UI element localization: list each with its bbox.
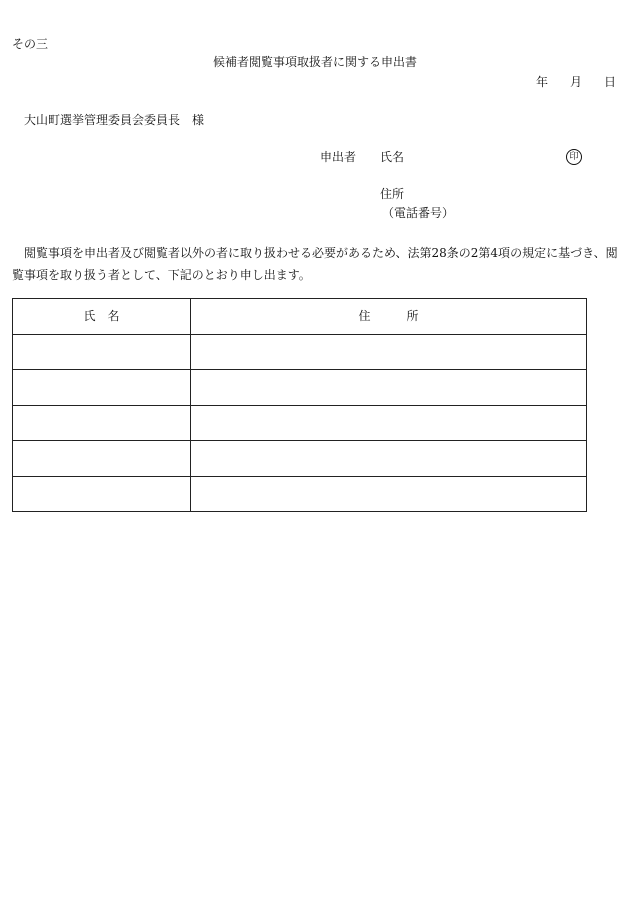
name-cell[interactable] [13,476,191,512]
applicant-phone-label: （電話番号） [382,206,455,220]
address-cell[interactable] [191,405,587,441]
address-cell[interactable] [191,441,587,477]
table-header-row [13,299,587,335]
seal-mark: 印 [566,149,582,165]
date-day: 日 [603,75,616,89]
table-header-name: 氏 名 [13,299,191,335]
addressee: 大山町選挙管理委員会委員長 様 [24,113,205,127]
name-cell[interactable] [13,405,191,441]
address-cell[interactable] [191,476,587,512]
date-line [536,76,616,88]
name-cell[interactable] [13,441,191,477]
document-title: 候補者閲覧事項取扱者に関する申出書 [212,55,417,69]
body-paragraph: 閲覧事項を申出者及び閲覧者以外の者に取り扱わせる必要があるため、法第28条の2第4項の規定に基づき、閲覧事項を取り扱う者として、下記のとおり申し出ます。 [12,246,618,282]
address-cell[interactable] [191,370,587,406]
applicant-name-label: 氏名 [380,150,405,164]
applicant-address-label: 住所 [380,187,405,201]
table-header-address: 住 所 [191,299,587,335]
table-row [13,370,587,406]
address-cell[interactable] [191,334,587,370]
table-body [13,334,587,512]
table-row [13,441,587,477]
handler-table [12,298,587,512]
table-row [13,405,587,441]
form-number: その三 [12,37,49,51]
date-year: 年 [535,75,548,89]
table-row [13,334,587,370]
table-row [13,476,587,512]
applicant-label: 申出者 [320,150,357,164]
date-month: 月 [569,75,582,89]
name-cell[interactable] [13,370,191,406]
name-cell[interactable] [13,334,191,370]
